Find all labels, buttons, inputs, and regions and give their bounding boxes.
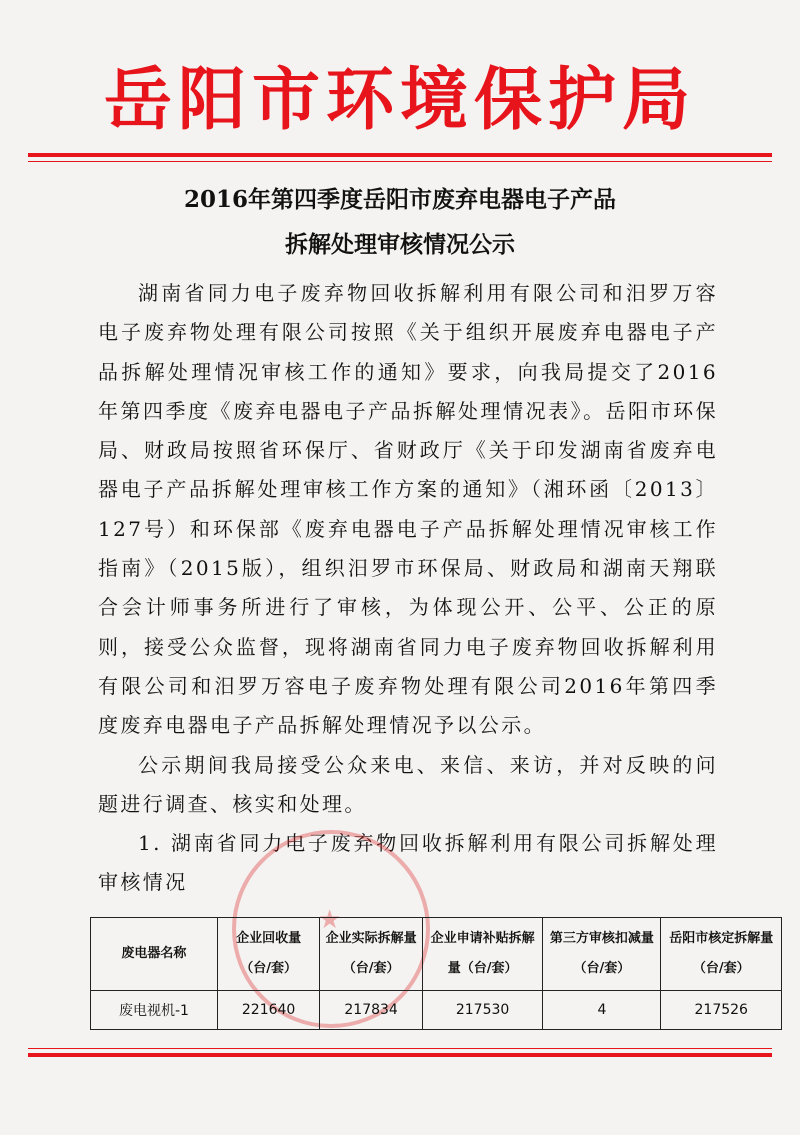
letterhead-rule-thick (28, 153, 772, 157)
table-cell: 217530 (422, 991, 542, 1030)
body-paragraph-1: 湖南省同力电子废弃物回收拆解利用有限公司和汨罗万容电子废弃物处理有限公司按照《关于组织开展废弃电器电子产品拆解处理情况审核工作的通知》要求，向我局提交了2016年第四季度《废弃电器电子产品拆解处理情况表》。岳阳市环保局、财政局按照省环保厅、省财政厅《关于印发湖南省废弃电器电子产品拆解处理审核工作方案的通知》（湘环函〔2013〕127号）和环保部《废弃电器电子产品拆解处理情况审核工作指南》（2015版），组织汨罗市环保局、财政局和湖南天翔联合会计师事务所进行了审核，为体现公开、公平、公正的原则，接受公众监督，现将湖南省同力电子废弃物回收拆解利用有限公司和汨罗万容电子废弃物处理有限公司2016年第四季度废弃电器电子产品拆解处理情况予以公示。 (98, 281, 718, 738)
table-header: 废电器名称 (91, 918, 218, 991)
doc-title-line-1: 2016年第四季度岳阳市废弃电器电子产品 (183, 186, 616, 213)
body-paragraph-2: 公示期间我局接受公众来电、来信、来访，并对反映的问题进行调查、核实和处理。 (98, 752, 718, 816)
table-cell: 221640 (217, 991, 319, 1030)
table-header-row (91, 918, 782, 991)
footer-rule-thin (28, 1048, 772, 1049)
footer-rule-thick (28, 1053, 772, 1057)
doc-title-line-2: 拆解处理审核情况公示 (285, 231, 515, 258)
table-header: 企业回收量（台/套） (217, 918, 319, 991)
disassembly-audit-table (90, 917, 782, 1030)
letterhead-title: 岳阳市环境保护局 (103, 60, 696, 140)
body-paragraph-3: 1. 湖南省同力电子废弃物回收拆解利用有限公司拆解处理审核情况 (98, 831, 718, 895)
doc-body (98, 274, 718, 903)
seal-star-icon: ★ (318, 905, 342, 935)
letterhead-rule-thin (28, 161, 772, 162)
table-cell: 4 (543, 991, 661, 1030)
table-cell: 217834 (320, 991, 422, 1030)
table-cell: 废电视机-1 (91, 991, 218, 1030)
table-header: 企业实际拆解量（台/套） (320, 918, 422, 991)
table-header: 岳阳市核定拆解量（台/套） (661, 918, 782, 991)
table-header: 第三方审核扣减量（台/套） (543, 918, 661, 991)
table-cell: 217526 (661, 991, 782, 1030)
table-row (91, 991, 782, 1030)
table-header: 企业申请补贴拆解量（台/套） (422, 918, 542, 991)
